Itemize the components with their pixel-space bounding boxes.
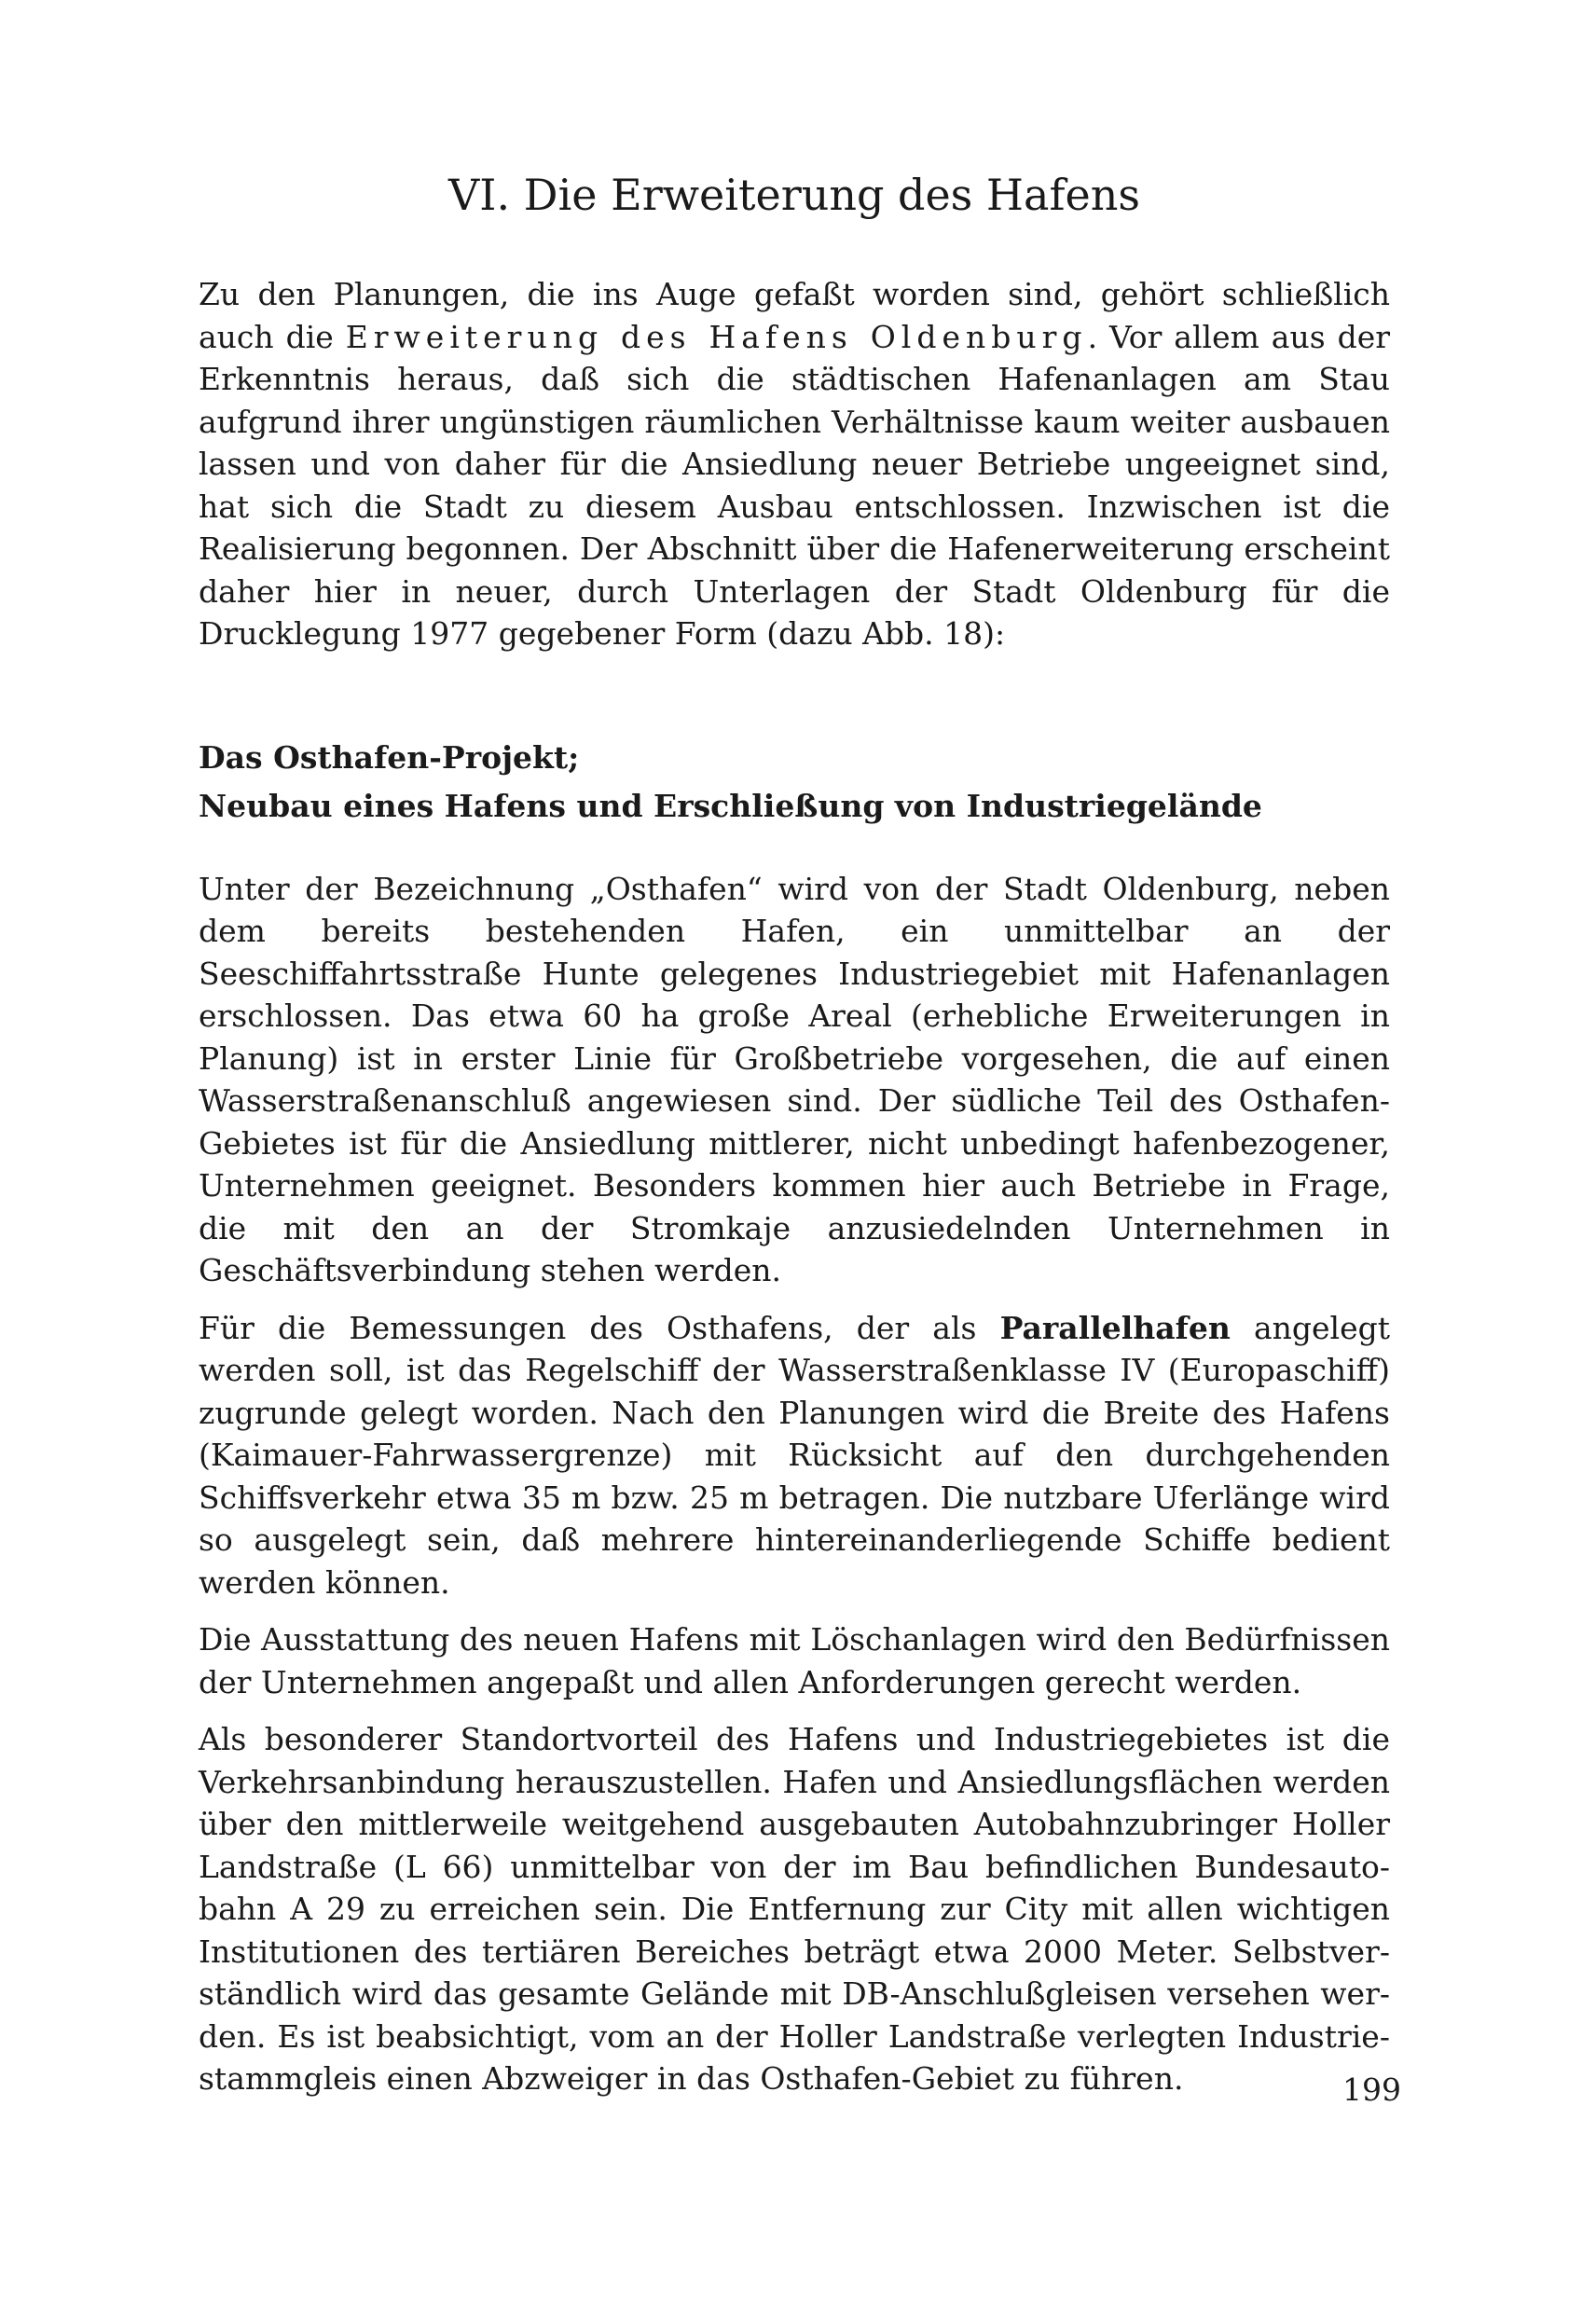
- intro-text-end: . Vor allem aus der Erkenntnis heraus, daß sich die städtischen Hafenanlagen am Stau aufgrund ihrer ungünstigen räumlichen Verhältnisse kaum weiter ausbauen lassen und von daher für die Ansiedlung neuer Betriebe ungeeignet sind, hat sich die Stadt zu diesem Ausbau entschlossen. Inzwischen ist die Realisierung begonnen. Der Abschnitt über die Hafenerweiterung erscheint daher hier in neuer, durch Unterlagen der Stadt Oldenburg für die Drucklegung 1977 gegebener Form (dazu Abb. 18):: [199, 318, 1390, 653]
- paragraph-2-text-start: Für die Bemessungen des Osthafens, der als: [199, 1309, 1000, 1346]
- section-heading-line-1: Das Osthafen-Projekt;: [199, 738, 580, 776]
- body-paragraph-1: Unter der Bezeichnung „Osthafen“ wird von der Stadt Oldenburg, neben dem bereits bestehenden Hafen, ein unmittelbar an der Seeschiffahrtsstraße Hunte gelegenes Industriegebiet mit Hafenanlagen erschlossen. Das etwa 60 ha große Areal (erhebliche Erweiterungen in Planung) ist in erster Linie für Großbetriebe vorgesehen, die auf einen Wasserstraßenanschluß angewiesen sind. Der südliche Teil des Osthafen-Gebietes ist für die Ansiedlung mittlerer, nicht unbedingt hafenbezogener, Unternehmen geeignet. Besonders kommen hier auch Betriebe in Frage, die mit den an der Stromkaje anzusiedelnden Unternehmen in Geschäftsverbindung stehen werden.: [199, 870, 1390, 1289]
- chapter-title: VI. Die Erweiterung des Hafens: [448, 170, 1140, 220]
- body-paragraph-2: [199, 1307, 1390, 1604]
- intro-text-start: Zu den Planungen, die ins Auge gefaßt worden sind, gehört schließlich auch die: [199, 276, 1390, 355]
- section-heading: [199, 734, 1390, 831]
- paragraph-2-bold-term: Parallelhafen: [999, 1309, 1231, 1346]
- intro-paragraph: [199, 273, 1390, 655]
- paragraph-2-text-end: angelegt werden soll, ist das Regelschiff der Wasserstraßenklasse IV (Europaschiff) zugrunde gelegt worden. Nach den Planungen wird die Breite des Hafens (Kaimauer-Fahrwassergrenze) mit Rücksicht auf den durchgehenden Schiffsverkehr etwa 35 m bzw. 25 m betragen. Die nutzbare Uferlänge wird so ausgelegt sein, daß mehrere hintereinanderliegende Schiffe bedient werden können.: [199, 1309, 1390, 1601]
- body-paragraph-3: Die Ausstattung des neuen Hafens mit Löschanlagen wird den Bedürfnissen der Unternehmen angepaßt und allen Anforderungen gerecht werden.: [199, 1621, 1390, 1700]
- section-heading-line-2: Neubau eines Hafens und Erschließung von Industriegelände: [199, 787, 1262, 824]
- page-number: 199: [1342, 2071, 1401, 2108]
- body-paragraph-4: Als besonderer Standortvorteil des Hafens und Industriegebietes ist die Verkehrsanbindung herauszustellen. Hafen und Ansiedlungsflächen werden über den mittlerweile weitgehend ausgebauten Autobahnzubringer Holler Landstraße (L 66) unmittelbar von der im Bau befindlichen Bundesautobahn A 29 zu erreichen sein. Die Entfernung zur City mit allen wichtigen Institutionen des tertiären Bereiches beträgt etwa 2000 Meter. Selbstverständlich wird das gesamte Gelände mit DB-Anschlußgleisen versehen werden. Es ist beabsichtigt, vom an der Holler Landstraße verlegten Industriestammgleis einen Abzweiger in das Osthafen-Gebiet zu führen.: [199, 1721, 1390, 2098]
- intro-spaced-emphasis: Erweiterung des Hafens Oldenburg: [345, 318, 1088, 355]
- text-column: [199, 170, 1390, 2100]
